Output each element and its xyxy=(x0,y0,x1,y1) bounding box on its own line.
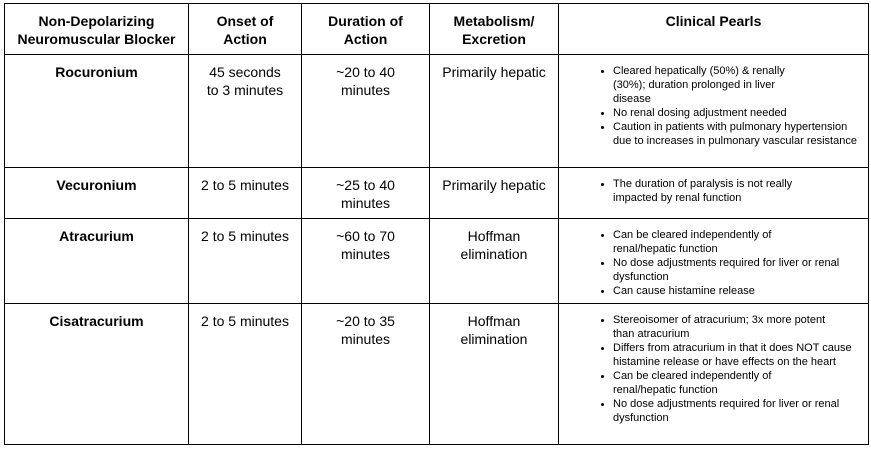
onset-cell: 2 to 5 minutes xyxy=(189,219,302,304)
table-row xyxy=(5,168,869,219)
drug-name: Cisatracurium xyxy=(5,304,189,445)
header-blocker: Non-Depolarizing Neuromuscular Blocker xyxy=(5,4,189,55)
drug-name: Vecuronium xyxy=(5,168,189,219)
pearl-item: • Can be cleared independently of renal/hepatic function xyxy=(613,228,860,256)
duration-cell: ~20 to 35 minutes xyxy=(302,304,430,445)
table-row xyxy=(5,219,869,304)
pearls-list xyxy=(559,64,868,148)
header-metabolism: Metabolism/ Excretion xyxy=(430,4,559,55)
pearl-item: • Can cause histamine release xyxy=(613,284,860,298)
header-row xyxy=(5,4,869,55)
table-row xyxy=(5,55,869,168)
table-row xyxy=(5,304,869,445)
metabolism-cell: Hoffman elimination xyxy=(430,219,559,304)
neuromuscular-blocker-table xyxy=(4,3,869,445)
header-duration: Duration of Action xyxy=(302,4,430,55)
pearl-item: • The duration of paralysis is not really impacted by renal function xyxy=(613,177,860,205)
pearls-list xyxy=(559,177,868,205)
metabolism-cell: Primarily hepatic xyxy=(430,168,559,219)
onset-cell: 2 to 5 minutes xyxy=(189,304,302,445)
pearls-list xyxy=(559,228,868,298)
header-onset: Onset of Action xyxy=(189,4,302,55)
pearl-item: • Caution in patients with pulmonary hypertension due to increases in pulmonary vascular resistance xyxy=(613,120,860,148)
drug-name: Atracurium xyxy=(5,219,189,304)
pearl-item: • No renal dosing adjustment needed xyxy=(613,106,860,120)
metabolism-cell: Primarily hepatic xyxy=(430,55,559,168)
pearl-item: • Differs from atracurium in that it does NOT cause histamine release or have effects on the heart xyxy=(613,341,860,369)
header-clinical-pearls: Clinical Pearls xyxy=(559,4,869,55)
pearls-cell xyxy=(559,219,869,304)
pearl-item: • Stereoisomer of atracurium; 3x more potent than atracurium xyxy=(613,313,860,341)
onset-cell: 45 seconds to 3 minutes xyxy=(189,55,302,168)
pearls-list xyxy=(559,313,868,425)
duration-cell: ~20 to 40 minutes xyxy=(302,55,430,168)
pearl-item: • Can be cleared independently of renal/hepatic function xyxy=(613,369,860,397)
drug-name: Rocuronium xyxy=(5,55,189,168)
duration-cell: ~60 to 70 minutes xyxy=(302,219,430,304)
pearls-cell xyxy=(559,168,869,219)
onset-cell: 2 to 5 minutes xyxy=(189,168,302,219)
pearls-cell xyxy=(559,55,869,168)
duration-cell: ~25 to 40 minutes xyxy=(302,168,430,219)
pearl-item: • Cleared hepatically (50%) & renally (30%); duration prolonged in liver disease xyxy=(613,64,860,106)
metabolism-cell: Hoffman elimination xyxy=(430,304,559,445)
pearl-item: • No dose adjustments required for liver or renal dysfunction xyxy=(613,256,860,284)
pearl-item: • No dose adjustments required for liver or renal dysfunction xyxy=(613,397,860,425)
pearls-cell xyxy=(559,304,869,445)
